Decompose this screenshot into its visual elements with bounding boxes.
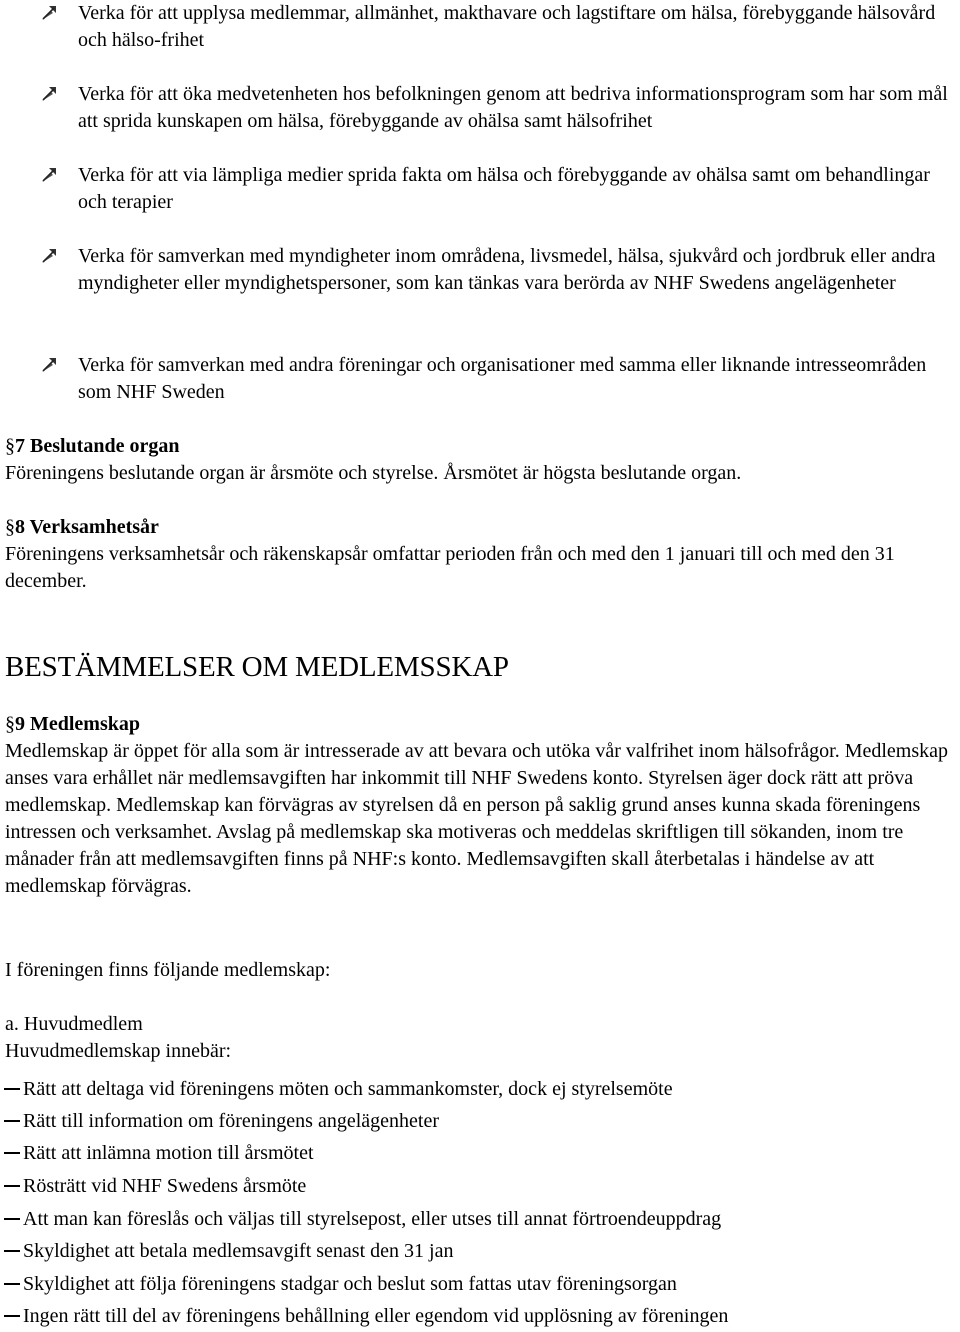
dash-bullet-icon [4, 1185, 20, 1187]
section-body: Föreningens beslutande organ är årsmöte och styrelse. Årsmötet är högsta beslutande organ. [5, 462, 742, 484]
member-type-intro: Huvudmedlemskap innebär: [5, 1040, 232, 1062]
dash-bullet-icon [4, 1218, 20, 1220]
main-heading: BESTÄMMELSER OM MEDLEMSSKAP [5, 651, 509, 683]
list-item: Skyldighet att betala medlemsavgift senast den 31 jan [0, 1238, 453, 1265]
bullet-text: Verka för samverkan med andra föreningar och organisationer med samma eller liknande intresseområden som NHF Sweden [78, 354, 927, 403]
section-sign: § [5, 713, 15, 735]
member-type-heading: a. Huvudmedlem [5, 1013, 143, 1035]
list-item: Skyldighet att följa föreningens stadgar och beslut som fattas utav föreningsorgan [0, 1271, 677, 1298]
list-item: Rätt att inlämna motion till årsmötet [0, 1140, 314, 1167]
arrow-bullet-icon [40, 85, 58, 103]
arrow-bullet-icon [40, 356, 58, 374]
arrow-bullet-icon [40, 4, 58, 22]
list-item: Rätt till information om föreningens angelägenheter [0, 1108, 439, 1135]
section-body: Medlemskap är öppet för alla som är intresserade av att bevara och utöka vår valfrihet inom hälsofrågor. Medlemskap anses vara erhållet när medlemsavgiften har inkommit till NHF Swedens konto. Styrelsen äger dock rätt att pröva medlemskap. Medlemskap kan förvägras av styrelsen då en person på saklig grund anses kunna skada föreningens intressen och verksamhet. Avslag på medlemskap ska motiveras och meddelas skriftligen till sökanden, inom tre månader från att medlemsavgiften finns på NHF:s konto. Medlemsavgiften skall återbetalas i händelse av att medlemskap förvägras. [5, 740, 948, 897]
section-heading: §9 Medlemskap [5, 713, 140, 735]
bullet-text: Verka för att via lämpliga medier sprida fakta om hälsa och förebyggande av ohälsa samt om behandlingar och terapier [78, 164, 930, 213]
dash-bullet-icon [4, 1088, 20, 1090]
bullet-text: Verka för att upplysa medlemmar, allmänhet, makthavare och lagstiftare om hälsa, förebyggande hälsovård och hälso-frihet [78, 2, 936, 51]
arrow-bullet-icon [40, 166, 58, 184]
dash-bullet-icon [4, 1250, 20, 1252]
section-heading: §8 Verksamhetsår [5, 516, 159, 538]
dash-bullet-icon [4, 1283, 20, 1285]
bullet-text: Verka för att öka medvetenheten hos befolkningen genom att bedriva informationsprogram som har som mål att sprida kunskapen om hälsa, förebyggande av ohälsa samt hälsofrihet [78, 83, 948, 132]
bullet-text: Verka för samverkan med myndigheter inom områdena, livsmedel, hälsa, sjukvård och jordbruk eller andra myndigheter eller myndighetspersoner, som kan tänkas vara berörda av NHF Swedens angelägenheter [78, 245, 936, 294]
membership-intro: I föreningen finns följande medlemskap: [5, 959, 331, 981]
list-item: Ingen rätt till del av föreningens behållning eller egendom vid upplösning av föreningen [0, 1303, 728, 1330]
section-8 [5, 514, 955, 595]
section-sign: § [5, 516, 15, 538]
dash-bullet-icon [4, 1152, 20, 1154]
arrow-bullet-icon [40, 247, 58, 265]
section-heading: §7 Beslutande organ [5, 435, 180, 457]
list-item: Rätt att deltaga vid föreningens möten och sammankomster, dock ej styrelsemöte [0, 1076, 673, 1103]
section-body: Föreningens verksamhetsår och räkenskapsår omfattar perioden från och med den 1 januari till och med den 31 december. [5, 543, 895, 592]
section-9 [5, 711, 955, 900]
dash-bullet-icon [4, 1120, 20, 1122]
list-item: Rösträtt vid NHF Swedens årsmöte [0, 1173, 306, 1200]
list-item: Att man kan föreslås och väljas till styrelsepost, eller utses till annat förtroendeuppdrag [0, 1206, 721, 1233]
dash-bullet-icon [4, 1315, 20, 1317]
section-7 [5, 433, 955, 487]
section-sign: § [5, 435, 15, 457]
